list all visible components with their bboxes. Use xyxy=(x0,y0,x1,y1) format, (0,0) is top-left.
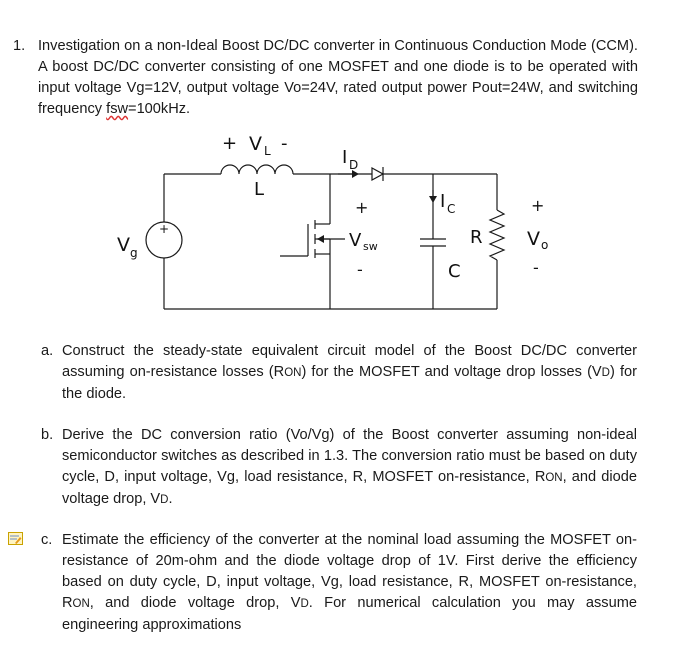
part-b-s2: D xyxy=(160,494,169,506)
vsw-arrow-head xyxy=(317,235,324,243)
resistor-zigzag xyxy=(490,210,504,260)
ic-sub: C xyxy=(447,202,456,216)
part-c-text xyxy=(62,530,637,636)
part-b-text xyxy=(62,425,637,511)
part-b-t3: . xyxy=(168,491,173,507)
resistor-label: R xyxy=(470,227,483,248)
part-b-t1: Derive the DC conversion ratio (Vo/Vg) of the Boost converter assuming non-ideal semiconductor switches as described in 1.3. The conversion ratio must be based on duty cycle, D, input voltage, Vg, load resistance, R, MOSFET on-resistance, R xyxy=(62,427,637,485)
part-a-t2: ) for the MOSFET and voltage drop losses (V xyxy=(301,364,602,380)
part-c-s2: D xyxy=(300,598,309,610)
inductor-coil xyxy=(221,165,293,174)
part-a-t3: ) for the diode. xyxy=(62,364,637,402)
source-plus: + xyxy=(158,222,170,236)
vo-plus: + xyxy=(531,196,545,215)
vsw-var: V xyxy=(349,230,362,251)
part-c-s1: ON xyxy=(72,598,90,610)
vsw-sub: sw xyxy=(363,240,378,253)
vo-var: V xyxy=(527,228,540,250)
diode-symbol xyxy=(372,168,383,180)
vo-minus: - xyxy=(533,258,539,277)
part-c-t1: Estimate the efficiency of the converter at the nominal load assuming the MOSFET on-resistance of 20m-ohm and the diode voltage drop of 1V. First derive the efficiency based on duty cycle, D, input voltage, Vg, load resistance, R, MOSFET on-resistance, R xyxy=(62,532,637,611)
part-a-t1: Construct the steady-state equivalent circuit model of the Boost DC/DC converter assuming on-resistance losses (R xyxy=(62,343,637,380)
vsw-plus: + xyxy=(355,198,369,217)
vl-var: V xyxy=(249,133,262,155)
inductor-label: L xyxy=(254,179,265,200)
vo-sub: o xyxy=(541,238,549,252)
part-b-t2: , and diode voltage drop, V xyxy=(62,469,637,507)
vl-sub: L xyxy=(264,144,271,158)
vl-minus: - xyxy=(281,133,288,154)
vsw-minus: - xyxy=(357,260,363,279)
part-a-s2: D xyxy=(601,367,610,379)
cap-label: C xyxy=(448,261,461,282)
part-a-s1: ON xyxy=(284,367,302,379)
question-number: 1. xyxy=(13,38,26,54)
part-b-s1: ON xyxy=(545,472,563,484)
part-a-letter: a. xyxy=(41,343,54,359)
edit-note-icon[interactable] xyxy=(8,532,23,545)
part-a-text xyxy=(62,341,637,405)
question-text-pre: Investigation on a non-Ideal Boost DC/DC converter in Continuous Conduction Mode (CCM). A boost DC/DC converter consisting of one MOSFET and one diode is to be operated with input voltage Vg=12V, output voltage Vo=24V, rated output power Pout=24W, and switching frequency xyxy=(38,38,638,117)
vl-plus: + xyxy=(222,133,238,154)
part-c-t3: . For numerical calculation you may assume engineering approximations xyxy=(62,595,637,633)
vg-var: V xyxy=(117,234,130,256)
fsw-word: fsw xyxy=(106,101,129,117)
id-sub: D xyxy=(349,158,359,172)
vg-sub: g xyxy=(130,246,138,260)
part-c-letter: c. xyxy=(41,532,53,548)
part-b-letter: b. xyxy=(41,427,54,443)
id-var: I xyxy=(342,147,348,168)
part-c-t2: , and diode voltage drop, V xyxy=(89,595,301,611)
ic-arrow-head xyxy=(429,196,437,203)
question-text-post: =100kHz. xyxy=(128,101,191,117)
ic-var: I xyxy=(440,191,446,212)
